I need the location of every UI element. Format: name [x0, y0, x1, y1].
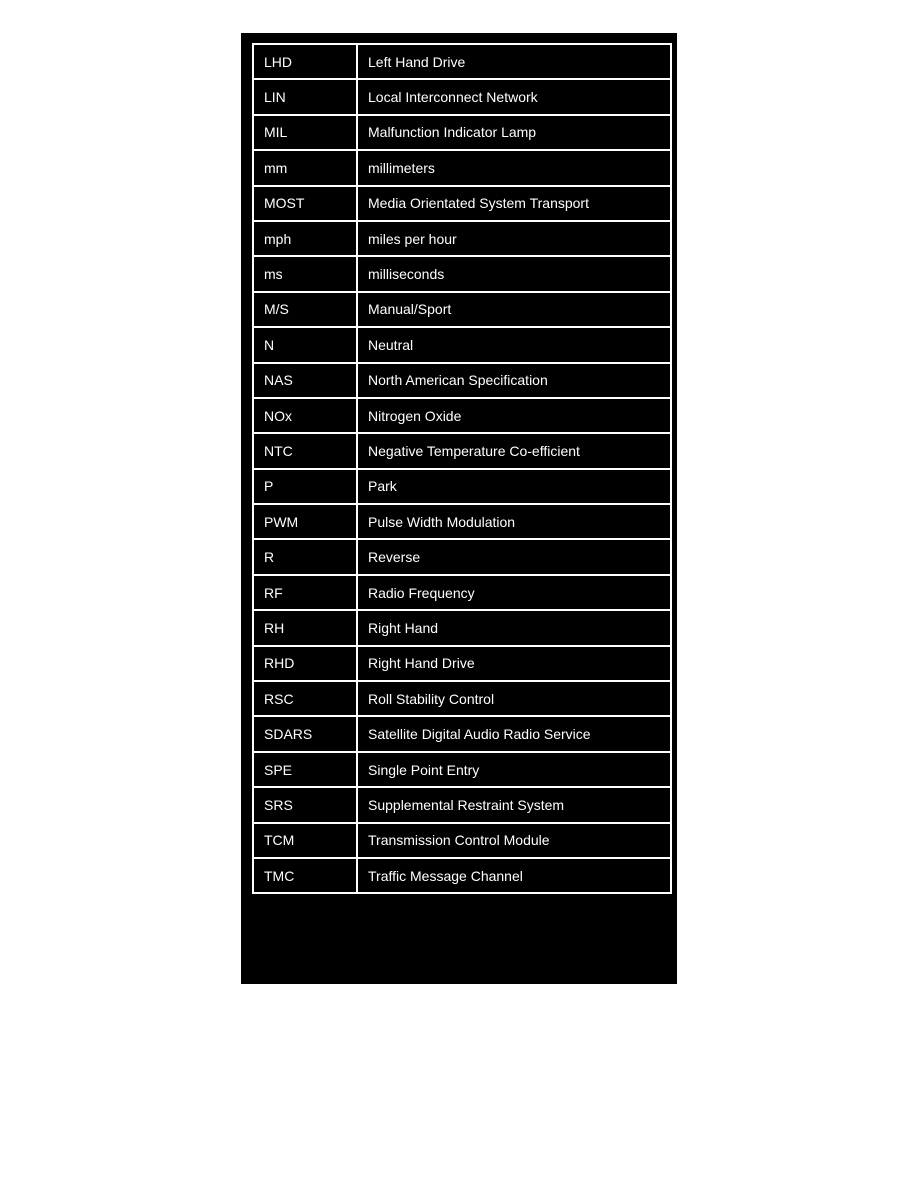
abbreviation-cell: RSC	[253, 681, 357, 716]
table-row	[253, 646, 671, 681]
meaning-cell: Park	[357, 469, 671, 504]
meaning-cell: milliseconds	[357, 256, 671, 291]
table-row	[253, 752, 671, 787]
meaning-cell: Nitrogen Oxide	[357, 398, 671, 433]
table-row	[253, 115, 671, 150]
abbreviation-cell: mph	[253, 221, 357, 256]
abbreviations-table	[252, 43, 672, 894]
abbreviation-cell: SRS	[253, 787, 357, 822]
abbreviation-cell: LHD	[253, 44, 357, 79]
abbreviation-cell: RHD	[253, 646, 357, 681]
meaning-cell: Right Hand	[357, 610, 671, 645]
table-row	[253, 186, 671, 221]
abbreviation-cell: NAS	[253, 363, 357, 398]
abbreviation-cell: TCM	[253, 823, 357, 858]
table-row	[253, 363, 671, 398]
abbreviation-cell: TMC	[253, 858, 357, 893]
meaning-cell: Media Orientated System Transport	[357, 186, 671, 221]
meaning-cell: Manual/Sport	[357, 292, 671, 327]
table-row	[253, 44, 671, 79]
abbreviation-cell: M/S	[253, 292, 357, 327]
table-row	[253, 469, 671, 504]
table-row	[253, 79, 671, 114]
abbreviation-cell: mm	[253, 150, 357, 185]
table-row	[253, 292, 671, 327]
meaning-cell: Reverse	[357, 539, 671, 574]
meaning-cell: Single Point Entry	[357, 752, 671, 787]
meaning-cell: Right Hand Drive	[357, 646, 671, 681]
abbreviations-panel	[241, 33, 677, 984]
abbreviation-cell: RF	[253, 575, 357, 610]
meaning-cell: Satellite Digital Audio Radio Service	[357, 716, 671, 751]
meaning-cell: Traffic Message Channel	[357, 858, 671, 893]
abbreviation-cell: NTC	[253, 433, 357, 468]
meaning-cell: Radio Frequency	[357, 575, 671, 610]
abbreviation-cell: LIN	[253, 79, 357, 114]
abbreviation-cell: RH	[253, 610, 357, 645]
abbreviation-cell: MOST	[253, 186, 357, 221]
table-row	[253, 504, 671, 539]
table-row	[253, 398, 671, 433]
table-row	[253, 539, 671, 574]
meaning-cell: Roll Stability Control	[357, 681, 671, 716]
meaning-cell: Left Hand Drive	[357, 44, 671, 79]
meaning-cell: Malfunction Indicator Lamp	[357, 115, 671, 150]
table-row	[253, 716, 671, 751]
table-row	[253, 681, 671, 716]
table-row	[253, 327, 671, 362]
table-row	[253, 575, 671, 610]
abbreviation-cell: SDARS	[253, 716, 357, 751]
meaning-cell: Negative Temperature Co-efficient	[357, 433, 671, 468]
meaning-cell: miles per hour	[357, 221, 671, 256]
abbreviation-cell: N	[253, 327, 357, 362]
meaning-cell: millimeters	[357, 150, 671, 185]
table-row	[253, 610, 671, 645]
abbreviation-cell: P	[253, 469, 357, 504]
abbreviation-cell: MIL	[253, 115, 357, 150]
table-row	[253, 256, 671, 291]
meaning-cell: Local Interconnect Network	[357, 79, 671, 114]
abbreviation-cell: PWM	[253, 504, 357, 539]
table-row	[253, 433, 671, 468]
meaning-cell: Pulse Width Modulation	[357, 504, 671, 539]
abbreviation-cell: ms	[253, 256, 357, 291]
table-row	[253, 787, 671, 822]
meaning-cell: Supplemental Restraint System	[357, 787, 671, 822]
meaning-cell: Neutral	[357, 327, 671, 362]
abbreviation-cell: R	[253, 539, 357, 574]
abbreviations-table-body	[253, 44, 671, 893]
abbreviation-cell: NOx	[253, 398, 357, 433]
meaning-cell: North American Specification	[357, 363, 671, 398]
table-row	[253, 858, 671, 893]
table-row	[253, 150, 671, 185]
table-row	[253, 221, 671, 256]
table-row	[253, 823, 671, 858]
meaning-cell: Transmission Control Module	[357, 823, 671, 858]
abbreviation-cell: SPE	[253, 752, 357, 787]
